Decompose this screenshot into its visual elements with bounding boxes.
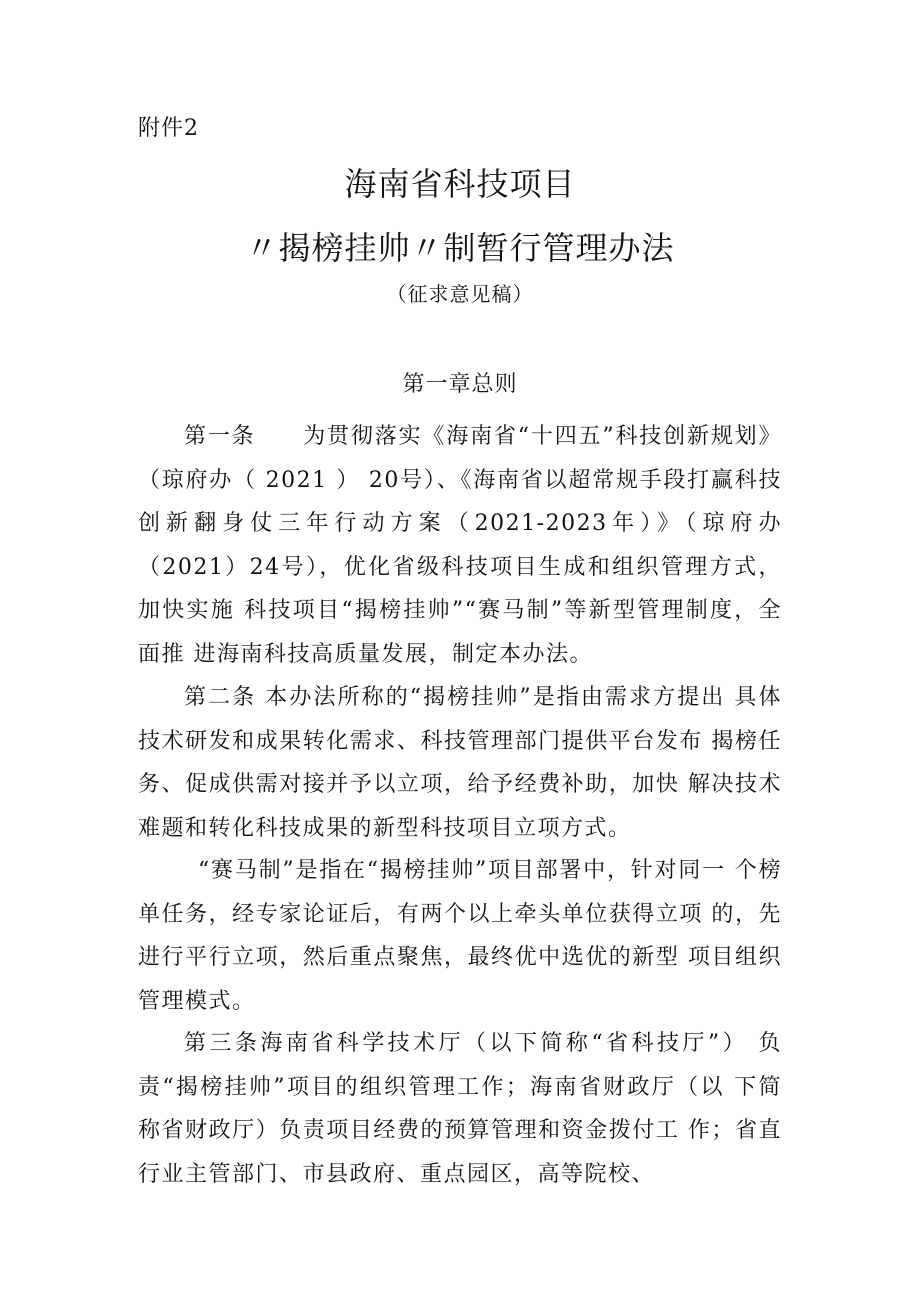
document-title-line2: 〃揭榜挂帅〃制暂行管理办法 xyxy=(245,229,675,267)
attachment-label: 附件2 xyxy=(138,116,199,141)
document-subtitle: （征求意见稿） xyxy=(386,282,534,306)
document-title-line1: 海南省科技项目 xyxy=(344,165,576,203)
article-3-block xyxy=(138,1022,782,1196)
chapter-heading: 第一章总则 xyxy=(402,372,518,397)
article-2-block xyxy=(138,676,782,850)
paragraph-article-2: 第二条 本办法所称的“揭榜挂帅”是指由需求方提出 具体技术研发和成果转化需求、科技管理部门提供平台发布 揭榜任务、促成供需对接并予以立项，给予经费补助，加快 解决技术难题和转化科技成果的新型科技项目立项方式。 xyxy=(138,685,782,841)
paragraph-article-1: 第一条 为贯彻落实《海南省“十四五”科技创新规划》（琼府办（ 2021 ） 20号）、《海南省以超常规手段打赢科技创新翻身仗三年行动方案（2021-2023年）》（琼府办（2021）24号），优化省级科技项目生成和组织管理方式，加快实施 科技项目“揭榜挂帅”“赛马制”等新型管理制度，全面推 进海南科技高质量发展，制定本办法。 xyxy=(138,424,782,667)
horse-race-block xyxy=(138,849,782,1023)
paragraph-article-3: 第三条海南省科学技术厅（以下简称“省科技厅”） 负责“揭榜挂帅”项目的组织管理工作；海南省财政厅（以 下简称省财政厅）负责项目经费的预算管理和资金拨付工 作；省直行业主管部门、市县政府、重点园区，高等院校、 xyxy=(138,1031,782,1187)
article-1-block xyxy=(138,415,782,676)
paragraph-horse-race: “赛马制”是指在“揭榜挂帅”项目部署中，针对同一 个榜单任务，经专家论证后，有两个以上牵头单位获得立项 的，先进行平行立项，然后重点聚焦，最终优中选优的新型 项目组织管理模式。 xyxy=(138,858,782,1014)
